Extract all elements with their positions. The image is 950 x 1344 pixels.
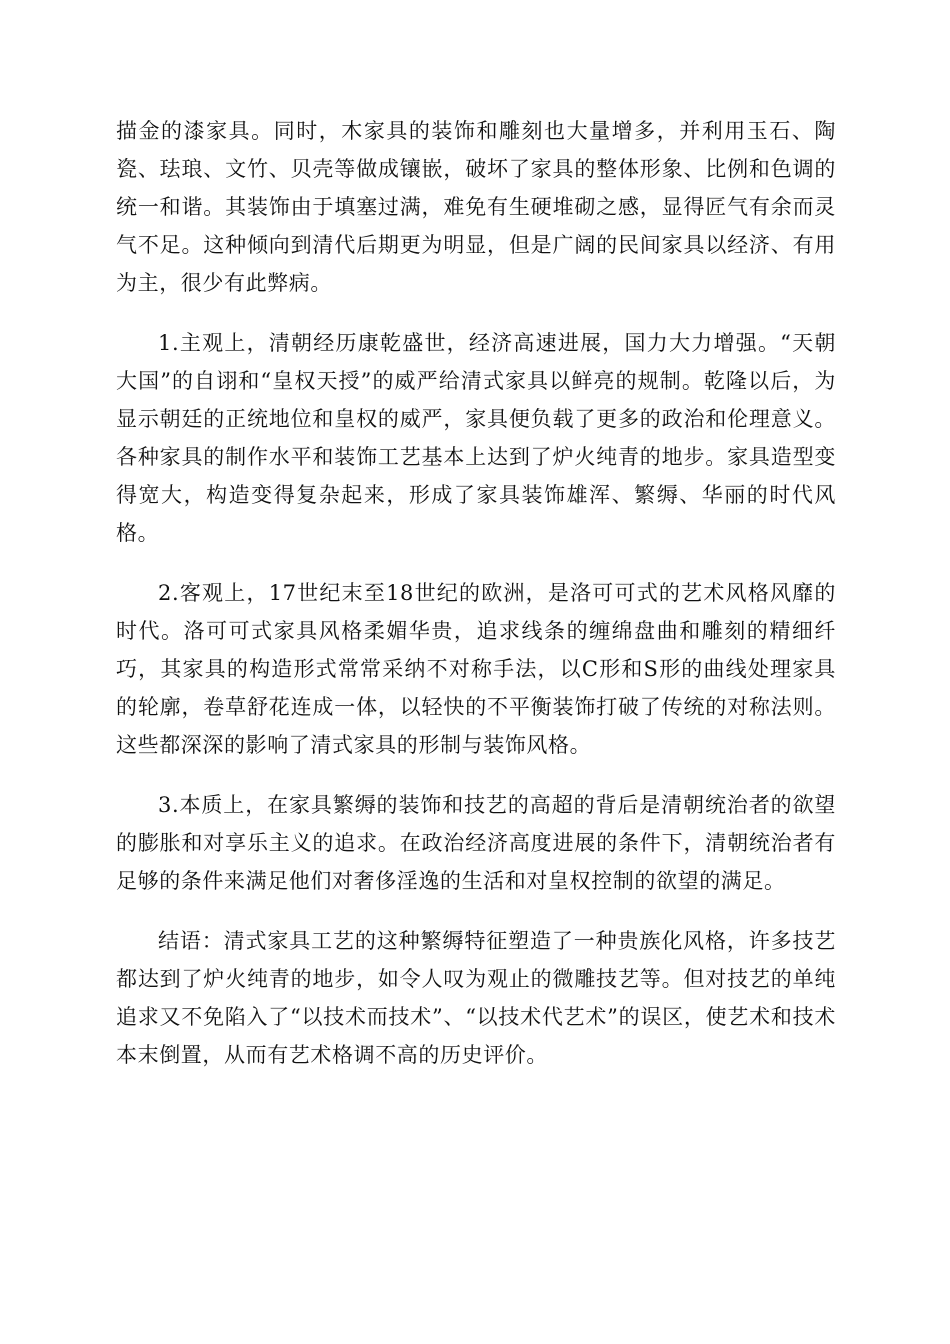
document-body xyxy=(116,112,836,1096)
paragraph-point-2-objective: 2.客观上，17世纪末至18世纪的欧洲，是洛可可式的艺术风格风靡的时代。洛可可式家具风格柔媚华贵，追求线条的缠绵盘曲和雕刻的精细纤巧，其家具的构造形式常常采纳不对称手法，以C形和S形的曲线处理家具的轮廓，卷草舒花连成一体，以轻快的不平衡装饰打破了传统的对称法则。这些都深深的影响了清式家具的形制与装饰风格。 xyxy=(116,581,836,757)
paragraph-continuation: 描金的漆家具。同时，木家具的装饰和雕刻也大量增多，并利用玉石、陶瓷、珐琅、文竹、贝壳等做成镶嵌，破坏了家具的整体形象、比例和色调的统一和谐。其装饰由于填塞过满，难免有生硬堆砌之感，显得匠气有余而灵气不足。这种倾向到清代后期更为明显，但是广阔的民间家具以经济、有用为主，很少有此弊病。 xyxy=(116,119,836,295)
paragraph-point-3-essence: 3.本质上，在家具繁缛的装饰和技艺的高超的背后是清朝统治者的欲望的膨胀和对享乐主义的追求。在政治经济高度进展的条件下，清朝统治者有足够的条件来满足他们对奢侈淫逸的生活和对皇权控制的欲望的满足。 xyxy=(116,793,836,893)
paragraph-point-1-subjective: 1.主观上，清朝经历康乾盛世，经济高速进展，国力大力增强。“天朝大国”的自诩和“皇权天授”的威严给清式家具以鲜亮的规制。乾隆以后，为显示朝廷的正统地位和皇权的威严，家具便负载了更多的政治和伦理意义。各种家具的制作水平和装饰工艺基本上达到了炉火纯青的地步。家具造型变得宽大，构造变得复杂起来，形成了家具装饰雄浑、繁缛、华丽的时代风格。 xyxy=(116,331,836,545)
paragraph-conclusion: 结语：清式家具工艺的这种繁缛特征塑造了一种贵族化风格，许多技艺都达到了炉火纯青的地步，如令人叹为观止的微雕技艺等。但对技艺的单纯追求又不免陷入了“以技术而技术”、“以技术代艺术”的误区，使艺术和技术本末倒置，从而有艺术格调不高的历史评价。 xyxy=(116,929,836,1067)
